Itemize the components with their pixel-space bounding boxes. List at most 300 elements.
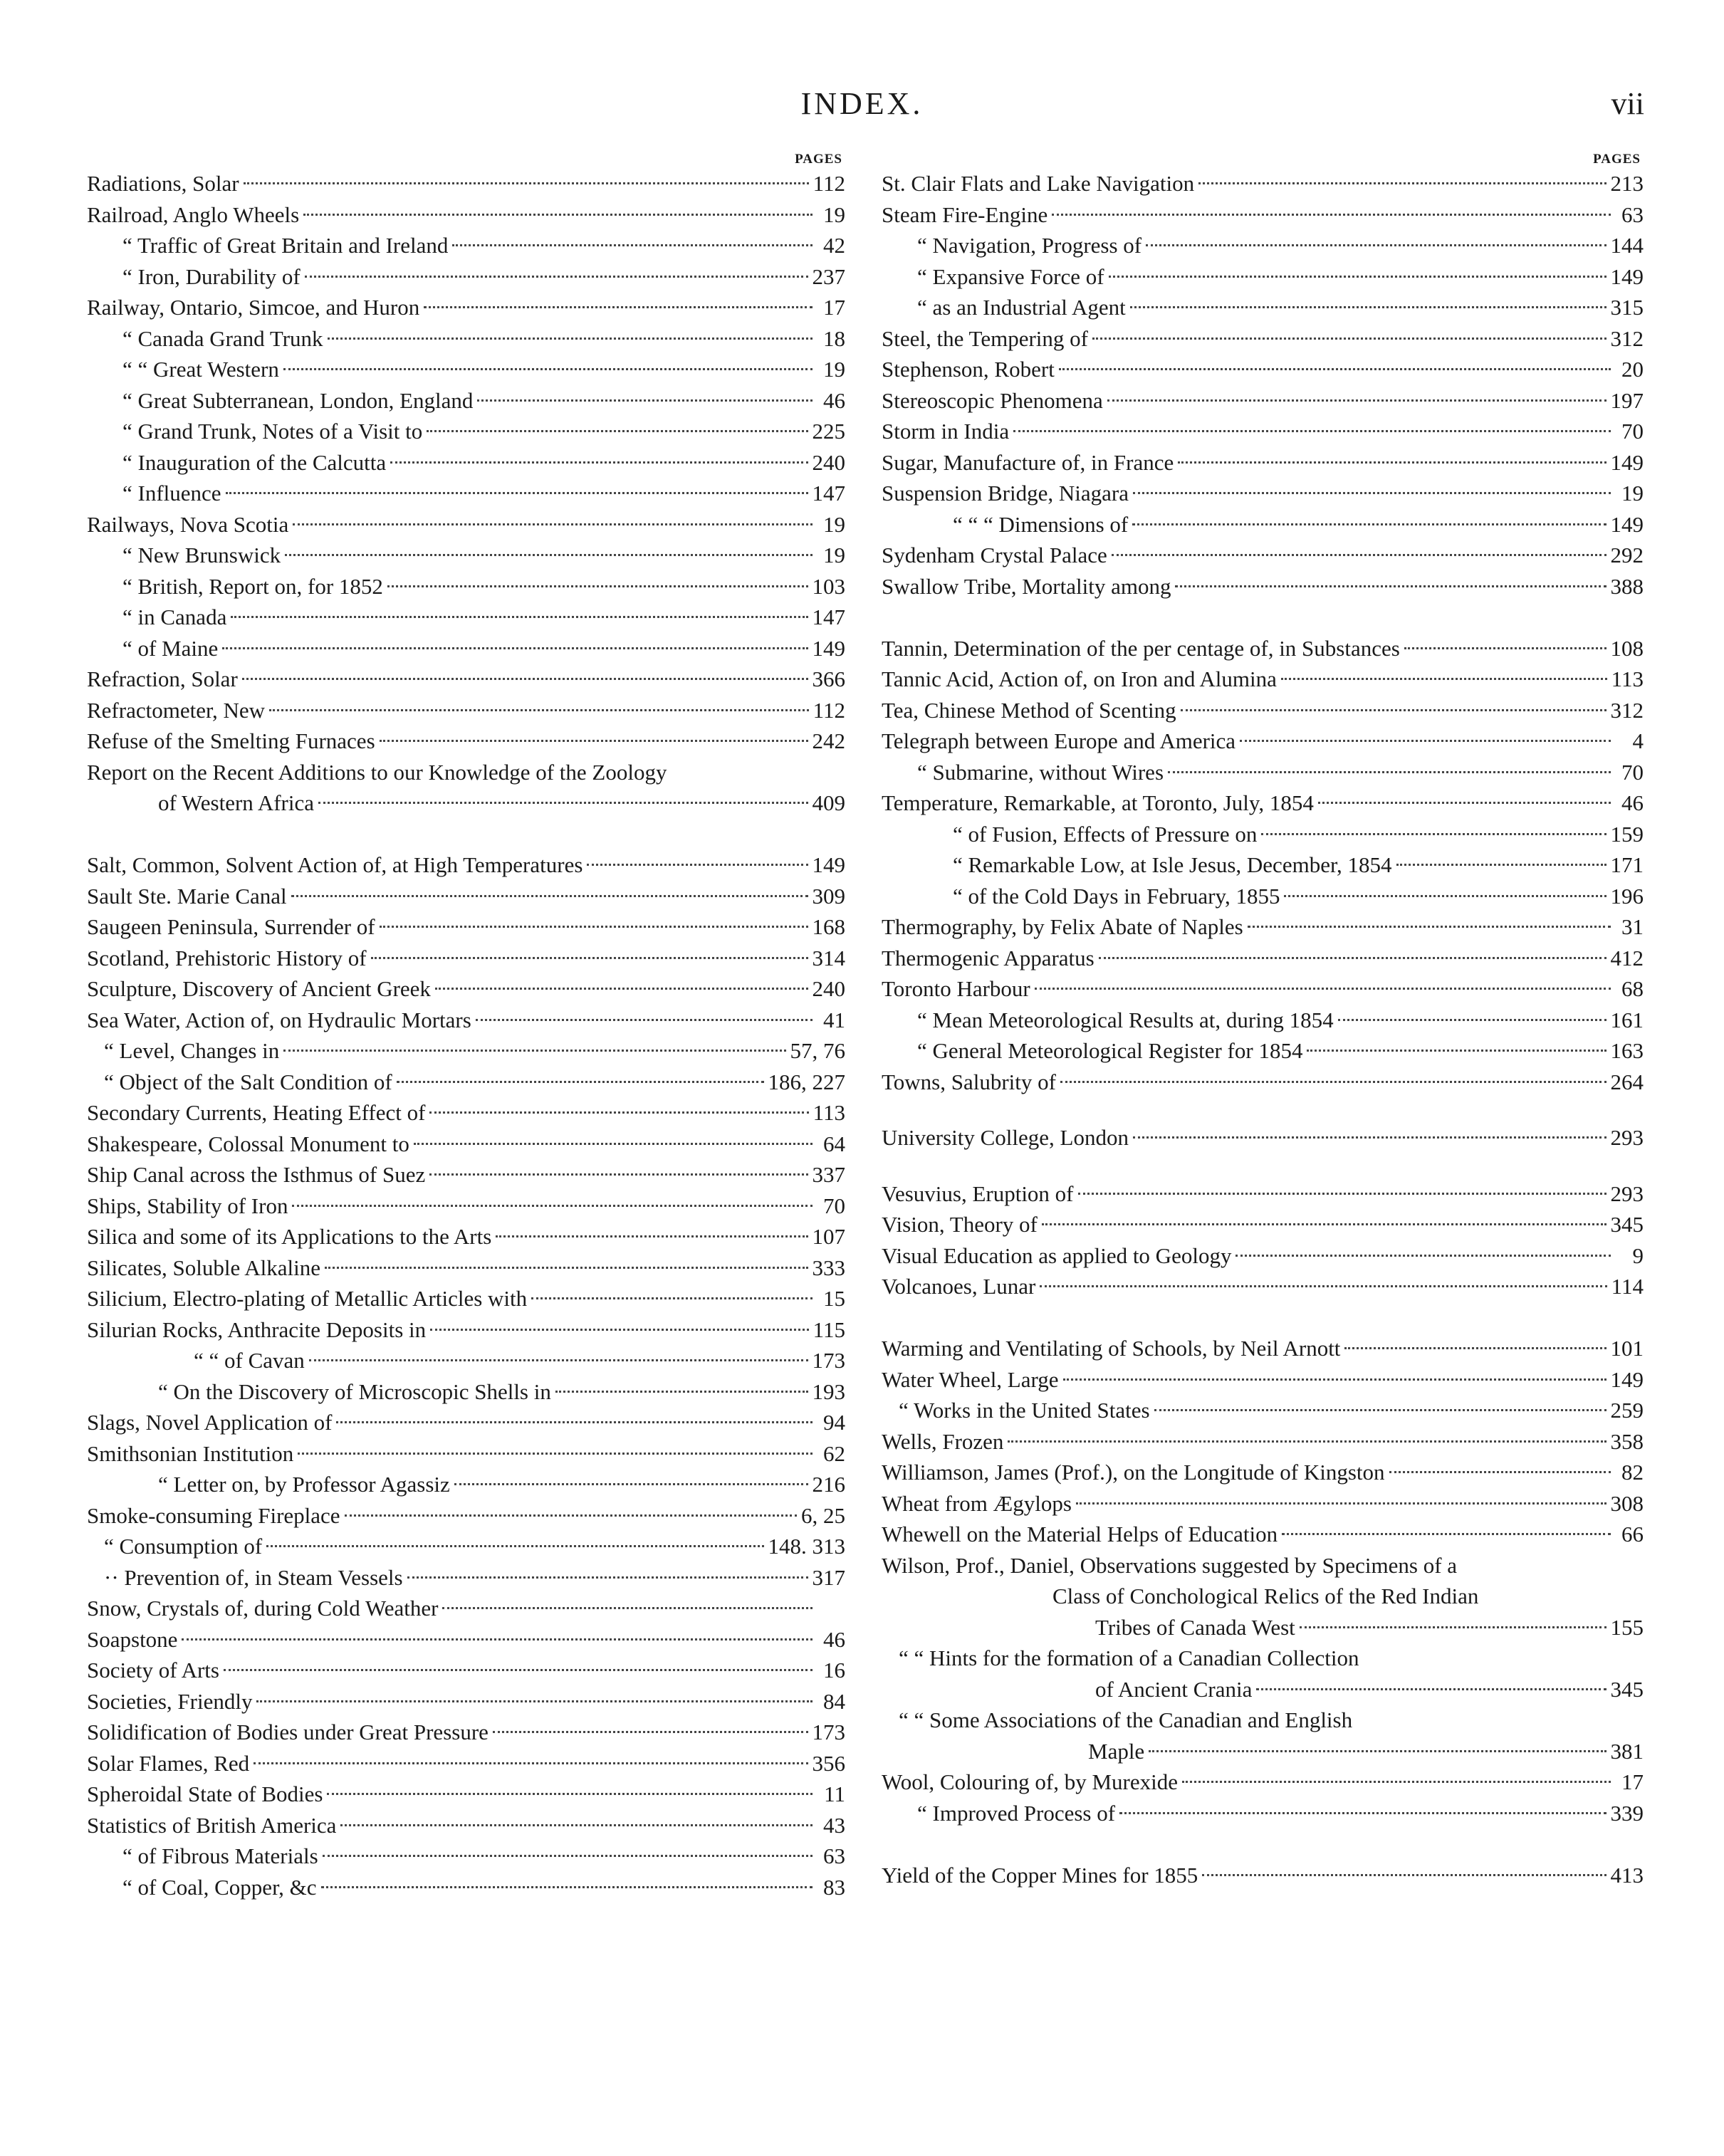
index-entry <box>87 385 845 417</box>
index-entry <box>87 633 845 664</box>
index-entry <box>87 261 845 293</box>
index-entry <box>882 230 1644 261</box>
dot-leader <box>442 1607 813 1609</box>
entry-text: “ “ Hints for the formation of a Canadian Collection <box>899 1645 1359 1670</box>
entry-text: Railroad, Anglo Wheels <box>87 202 300 227</box>
dot-leader <box>222 647 808 649</box>
dot-leader <box>1146 244 1606 246</box>
entry-page-number: 114 <box>1611 1274 1644 1299</box>
entry-page-number: 101 <box>1610 1336 1644 1361</box>
index-entry <box>882 478 1644 509</box>
dot-leader <box>477 399 813 402</box>
section-gap <box>882 1828 1644 1860</box>
entry-page-number: 242 <box>812 728 845 753</box>
index-entry <box>882 1798 1644 1829</box>
index-entry <box>87 881 845 912</box>
entry-page-number: 43 <box>823 1812 845 1838</box>
entry-page-number: 82 <box>1621 1460 1644 1485</box>
dot-leader <box>1133 1136 1607 1139</box>
entry-text: Wells, Frozen <box>882 1428 1004 1454</box>
entry-text: Snow, Crystals of, during Cold Weather <box>87 1596 439 1621</box>
entry-text: Silica and some of its Applications to the Arts <box>87 1224 492 1249</box>
entry-text: “ Inauguration of the Calcutta <box>122 449 387 475</box>
entry-page-number: 171 <box>1610 852 1644 877</box>
index-entry <box>882 1519 1644 1550</box>
dot-leader <box>266 1545 763 1547</box>
dot-leader <box>318 802 808 804</box>
entry-text: “ of Fusion, Effects of Pressure on <box>953 821 1258 847</box>
entry-text: “ “ Great Western <box>122 357 279 382</box>
index-entry <box>882 881 1644 912</box>
index-entry <box>87 1252 845 1284</box>
dot-leader <box>1202 1874 1606 1876</box>
entry-page-number: 20 <box>1621 357 1644 382</box>
index-entry <box>87 1531 845 1562</box>
index-entry <box>882 571 1644 602</box>
entry-text: Scotland, Prehistoric History of <box>87 945 367 970</box>
dot-leader <box>1035 988 1611 990</box>
dot-leader <box>1119 1812 1606 1814</box>
dot-leader <box>224 1669 813 1671</box>
index-entry <box>882 911 1644 943</box>
dot-leader <box>1060 1081 1607 1083</box>
entry-page-number: 339 <box>1610 1800 1644 1826</box>
entry-page-number: 149 <box>812 852 845 877</box>
dot-leader <box>283 1050 785 1052</box>
entry-text: “ Letter on, by Professor Agassiz <box>158 1472 450 1497</box>
entry-page-number: 173 <box>812 1348 845 1373</box>
dot-leader <box>1182 1781 1611 1783</box>
dot-leader <box>1112 554 1607 556</box>
dot-leader <box>325 1267 808 1269</box>
entry-text: Spheroidal State of Bodies <box>87 1781 323 1806</box>
entry-text: Statistics of British America <box>87 1812 337 1838</box>
entry-text: Secondary Currents, Heating Effect of <box>87 1100 426 1125</box>
entry-page-number: 113 <box>1611 666 1644 691</box>
index-entry <box>882 1705 1644 1736</box>
index-entry <box>882 943 1644 974</box>
dot-leader <box>1256 1688 1606 1690</box>
index-entry <box>882 1209 1644 1240</box>
index-entry <box>882 1643 1644 1674</box>
entry-page-number: 148. 313 <box>768 1534 845 1559</box>
dot-leader <box>1063 1378 1607 1381</box>
entry-text: “ as an Industrial Agent <box>917 295 1126 320</box>
index-entry <box>87 1562 845 1594</box>
entry-text: Storm in India <box>882 419 1010 444</box>
entry-page-number: 94 <box>823 1410 845 1435</box>
index-entry <box>87 602 845 633</box>
dot-leader <box>340 1824 813 1826</box>
entry-text: Stephenson, Robert <box>882 357 1055 382</box>
dot-leader <box>414 1143 813 1145</box>
dot-leader <box>1130 306 1607 308</box>
entry-page-number: 186, 227 <box>768 1069 845 1094</box>
entry-page-number: 41 <box>823 1007 845 1032</box>
index-entry <box>882 1767 1644 1798</box>
index-entry <box>87 1314 845 1346</box>
dot-leader <box>1099 957 1607 959</box>
entry-page-number: 315 <box>1610 295 1644 320</box>
index-list-right <box>882 168 1644 1890</box>
entry-page-number: 84 <box>823 1688 845 1714</box>
entry-text: “ Canada Grand Trunk <box>122 325 323 351</box>
dot-leader <box>1198 182 1606 184</box>
entry-text: ·· Prevention of, in Steam Vessels <box>104 1564 403 1590</box>
page-header <box>0 85 1724 135</box>
entry-page-number: 149 <box>1610 449 1644 475</box>
entry-text: “ New Brunswick <box>122 543 281 567</box>
dot-leader <box>429 1173 808 1176</box>
dot-leader <box>1040 1285 1607 1287</box>
dot-leader <box>1281 678 1607 680</box>
dot-leader <box>1307 1050 1606 1052</box>
entry-page-number: 388 <box>1610 573 1644 599</box>
index-entry <box>87 571 845 602</box>
section-gap <box>882 602 1644 633</box>
index-column-right <box>882 151 1644 1890</box>
entry-text: Tribes of Canada West <box>1095 1614 1295 1640</box>
dot-leader <box>1284 895 1606 897</box>
entry-page-number: 62 <box>823 1440 845 1466</box>
index-entry <box>882 292 1644 323</box>
index-list-left <box>87 168 845 1903</box>
entry-text: Refraction, Solar <box>87 666 238 691</box>
index-entry <box>882 757 1644 788</box>
entry-text: Towns, Salubrity of <box>882 1069 1056 1094</box>
entry-page-number: 240 <box>812 449 845 475</box>
dot-leader <box>254 1762 808 1764</box>
entry-page-number: 197 <box>1610 387 1644 413</box>
entry-page-number: 46 <box>1621 790 1644 815</box>
dot-leader <box>454 1483 808 1485</box>
entry-text: St. Clair Flats and Lake Navigation <box>882 171 1195 196</box>
entry-page-number: 358 <box>1610 1428 1644 1454</box>
dot-leader <box>380 740 808 742</box>
dot-leader <box>429 1111 808 1114</box>
index-entry <box>882 1364 1644 1396</box>
index-entry <box>87 540 845 571</box>
dot-leader <box>407 1576 808 1579</box>
entry-text: Toronto Harbour <box>882 976 1030 1001</box>
dot-leader <box>427 430 808 432</box>
entry-text: Smithsonian Institution <box>87 1440 294 1466</box>
entry-text: Stereoscopic Phenomena <box>882 387 1103 413</box>
entry-page-number: 70 <box>823 1193 845 1218</box>
dot-leader <box>452 244 813 246</box>
entry-text: “ Navigation, Progress of <box>917 233 1142 258</box>
entry-text: Tannin, Determination of the per centage of, in Substances <box>882 635 1400 661</box>
index-entry <box>87 1779 845 1810</box>
pages-column-label: PAGES <box>1593 152 1641 167</box>
index-entry <box>882 1122 1644 1153</box>
entry-page-number: 113 <box>813 1100 845 1125</box>
entry-text: “ Influence <box>122 481 221 506</box>
entry-page-number: 196 <box>1610 883 1644 909</box>
dot-leader <box>387 585 808 587</box>
index-entry <box>882 1612 1644 1643</box>
index-entry <box>882 509 1644 540</box>
dot-leader <box>321 1886 813 1888</box>
entry-text: Warming and Ventilating of Schools, by Neil Arnott <box>882 1336 1341 1361</box>
index-entry <box>87 757 845 788</box>
dot-leader <box>1282 1533 1611 1535</box>
entry-text: “ Improved Process of <box>917 1800 1116 1826</box>
dot-leader <box>1318 802 1611 804</box>
entry-page-number: 57, 76 <box>790 1038 845 1063</box>
index-entry <box>87 911 845 943</box>
entry-page-number: 216 <box>812 1472 845 1497</box>
entry-text: “ Works in the United States <box>899 1398 1150 1423</box>
dot-leader <box>226 492 808 494</box>
entry-page-number: 6, 25 <box>801 1502 845 1528</box>
entry-text: Railways, Nova Scotia <box>87 511 289 537</box>
entry-text: “ Traffic of Great Britain and Ireland <box>122 233 449 258</box>
index-entry <box>87 1097 845 1129</box>
dot-leader <box>1168 771 1611 773</box>
index-entry <box>882 1271 1644 1302</box>
index-entry <box>87 1067 845 1098</box>
index-entry <box>882 199 1644 231</box>
entry-page-number: 144 <box>1610 233 1644 258</box>
dot-leader <box>309 1359 808 1361</box>
entry-page-number: 149 <box>1610 263 1644 289</box>
index-entry <box>87 1655 845 1686</box>
index-entry <box>882 1426 1644 1458</box>
entry-text: Refuse of the Smelting Furnaces <box>87 728 375 753</box>
entry-page-number: 18 <box>823 325 845 351</box>
dot-leader <box>1042 1223 1607 1225</box>
entry-text: “ Remarkable Low, at Isle Jesus, December, 1854 <box>953 852 1392 877</box>
entry-page-number: 159 <box>1610 821 1644 847</box>
index-entry <box>87 199 845 231</box>
entry-page-number: 147 <box>812 481 845 506</box>
dot-leader <box>435 988 808 990</box>
dot-leader <box>496 1235 808 1237</box>
index-entry <box>882 1550 1644 1581</box>
index-entry <box>87 478 845 509</box>
index-entry <box>87 1345 845 1376</box>
entry-page-number: 31 <box>1621 914 1644 939</box>
index-entry <box>87 416 845 447</box>
dot-leader <box>1175 585 1606 587</box>
entry-text: Sydenham Crystal Palace <box>882 543 1107 567</box>
entry-text: Railway, Ontario, Simcoe, and Huron <box>87 295 420 320</box>
entry-text: University College, London <box>882 1125 1129 1150</box>
entry-page-number: 46 <box>823 387 845 413</box>
entry-page-number: 9 <box>1632 1242 1644 1268</box>
index-entry <box>882 1005 1644 1036</box>
index-entry <box>882 1488 1644 1519</box>
entry-text: Vesuvius, Eruption of <box>882 1181 1074 1206</box>
dot-leader <box>1248 926 1611 928</box>
entry-page-number: 64 <box>823 1131 845 1156</box>
section-gap <box>882 1302 1644 1334</box>
entry-page-number: 155 <box>1610 1614 1644 1640</box>
entry-text: Wilson, Prof., Daniel, Observations suggested by Specimens of a <box>882 1552 1458 1578</box>
index-entry <box>882 447 1644 478</box>
index-entry <box>87 1190 845 1222</box>
dot-leader <box>323 1855 813 1857</box>
entry-text: Solidification of Bodies under Great Pressure <box>87 1720 489 1744</box>
entry-page-number: 309 <box>812 883 845 909</box>
dot-leader <box>397 1081 764 1083</box>
entry-page-number: 264 <box>1610 1069 1644 1094</box>
dot-leader <box>380 926 808 928</box>
dot-leader <box>371 957 808 959</box>
index-entry <box>87 1500 845 1532</box>
dot-leader <box>555 1391 808 1393</box>
dot-leader <box>256 1700 813 1702</box>
entry-page-number: 46 <box>823 1626 845 1652</box>
entry-page-number: 11 <box>824 1781 845 1806</box>
dot-leader <box>298 1453 813 1455</box>
entry-text: Thermography, by Felix Abate of Naples <box>882 914 1243 939</box>
entry-text: Maple <box>1088 1738 1145 1764</box>
entry-page-number: 149 <box>812 635 845 661</box>
entry-text: Sea Water, Action of, on Hydraulic Mortars <box>87 1007 471 1032</box>
dot-leader <box>327 1793 813 1795</box>
entry-text: Ship Canal across the Isthmus of Suez <box>87 1162 426 1187</box>
index-entry <box>882 1457 1644 1488</box>
index-entry <box>87 787 845 819</box>
dot-leader <box>292 1205 813 1207</box>
entry-page-number: 161 <box>1610 1007 1644 1032</box>
entry-text: Society of Arts <box>87 1658 219 1683</box>
entry-text: “ “ Some Associations of the Canadian and English <box>899 1707 1353 1732</box>
index-entry <box>87 1221 845 1252</box>
entry-text: Thermogenic Apparatus <box>882 945 1095 970</box>
dot-leader <box>1008 1440 1606 1443</box>
entry-page-number: 83 <box>823 1874 845 1900</box>
index-entry <box>87 1686 845 1717</box>
index-entry <box>882 168 1644 199</box>
entry-text: Saugeen Peninsula, Surrender of <box>87 914 375 939</box>
entry-text: Volcanoes, Lunar <box>882 1274 1036 1299</box>
entry-text: “ General Meteorological Register for 1854 <box>917 1038 1303 1063</box>
entry-text: Sculpture, Discovery of Ancient Greek <box>87 976 431 1001</box>
dot-leader <box>1109 276 1607 278</box>
entry-text: Solar Flames, Red <box>87 1750 250 1776</box>
index-entry <box>882 1178 1644 1210</box>
entry-page-number: 103 <box>812 573 845 599</box>
dot-leader <box>182 1638 813 1640</box>
index-entry <box>87 1593 845 1624</box>
index-entry <box>87 354 845 385</box>
dot-leader <box>1178 461 1606 464</box>
index-entry <box>882 1067 1644 1098</box>
index-column-left <box>87 151 845 1903</box>
entry-text: Societies, Friendly <box>87 1688 253 1714</box>
index-entry <box>882 1035 1644 1067</box>
entry-text: Silicates, Soluble Alkaline <box>87 1255 321 1280</box>
entry-text: Silurian Rocks, Anthracite Deposits in <box>87 1317 427 1342</box>
entry-text: “ “ “ Dimensions of <box>953 511 1129 537</box>
entry-page-number: 193 <box>812 1378 845 1404</box>
section-gap <box>87 819 845 850</box>
index-entry <box>87 726 845 757</box>
entry-page-number: 312 <box>1610 325 1644 351</box>
entry-text: Soapstone <box>87 1626 178 1652</box>
index-entry <box>87 323 845 355</box>
index-entry <box>882 726 1644 757</box>
dot-leader <box>587 864 808 866</box>
entry-page-number: 19 <box>823 511 845 537</box>
entry-text: Vision, Theory of <box>882 1212 1038 1237</box>
dot-leader <box>1235 1255 1611 1257</box>
entry-page-number: 356 <box>812 1750 845 1776</box>
dot-leader <box>293 523 813 525</box>
index-entry <box>87 1129 845 1160</box>
index-entry <box>87 1748 845 1779</box>
entry-text: “ British, Report on, for 1852 <box>122 573 383 599</box>
entry-text: Swallow Tribe, Mortality among <box>882 573 1171 599</box>
entry-text: Steam Fire-Engine <box>882 202 1048 227</box>
entry-text: Visual Education as applied to Geology <box>882 1242 1232 1268</box>
index-entry <box>882 973 1644 1005</box>
dot-leader <box>1300 1626 1607 1628</box>
entry-page-number: 163 <box>1610 1038 1644 1063</box>
entry-text: of Ancient Crania <box>1095 1676 1253 1702</box>
dot-leader <box>1240 740 1611 742</box>
entry-page-number: 63 <box>823 1843 845 1868</box>
dot-leader <box>430 1329 809 1331</box>
dot-leader <box>303 214 813 216</box>
index-entry <box>882 354 1644 385</box>
entry-text: “ Iron, Durability of <box>122 263 301 289</box>
dot-leader <box>476 1019 813 1021</box>
dot-leader <box>1092 337 1607 340</box>
entry-page-number: 173 <box>812 1720 845 1744</box>
index-entry <box>87 1872 845 1903</box>
entry-text: Water Wheel, Large <box>882 1366 1059 1392</box>
entry-text: Sugar, Manufacture of, in France <box>882 449 1174 475</box>
dot-leader <box>269 709 809 711</box>
entry-text: Williamson, James (Prof.), on the Longitude of Kingston <box>882 1460 1385 1485</box>
entry-text: Wheat from Ægylops <box>882 1490 1072 1516</box>
dot-leader <box>1154 1409 1607 1411</box>
dot-leader <box>1389 1471 1611 1473</box>
dot-leader <box>328 337 813 340</box>
entry-text: “ Grand Trunk, Notes of a Visit to <box>122 419 423 444</box>
index-entry <box>87 1283 845 1314</box>
index-entry <box>882 1333 1644 1364</box>
dot-leader <box>1261 833 1606 835</box>
index-entry <box>87 1035 845 1067</box>
entry-page-number: 381 <box>1610 1738 1644 1764</box>
index-entry <box>87 849 845 881</box>
entry-page-number: 17 <box>1621 1769 1644 1794</box>
entry-page-number: 17 <box>823 295 845 320</box>
entry-text: Refractometer, New <box>87 697 266 723</box>
entry-page-number: 70 <box>1621 419 1644 444</box>
entry-page-number: 149 <box>1610 511 1644 537</box>
entry-text: Sault Ste. Marie Canal <box>87 883 287 909</box>
entry-text: Whewell on the Material Helps of Education <box>882 1522 1278 1547</box>
entry-page-number: 213 <box>1610 171 1644 196</box>
entry-page-number: 70 <box>1621 759 1644 785</box>
index-entry <box>882 1674 1644 1705</box>
entry-text: Shakespeare, Colossal Monument to <box>87 1131 409 1156</box>
entry-page-number: 42 <box>823 233 845 258</box>
index-entry <box>882 385 1644 417</box>
index-entry <box>87 1717 845 1748</box>
index-entry <box>87 664 845 695</box>
entry-page-number: 333 <box>812 1255 845 1280</box>
dot-leader <box>531 1297 813 1299</box>
entry-text: Smoke-consuming Fireplace <box>87 1502 340 1528</box>
index-entry <box>87 1438 845 1470</box>
